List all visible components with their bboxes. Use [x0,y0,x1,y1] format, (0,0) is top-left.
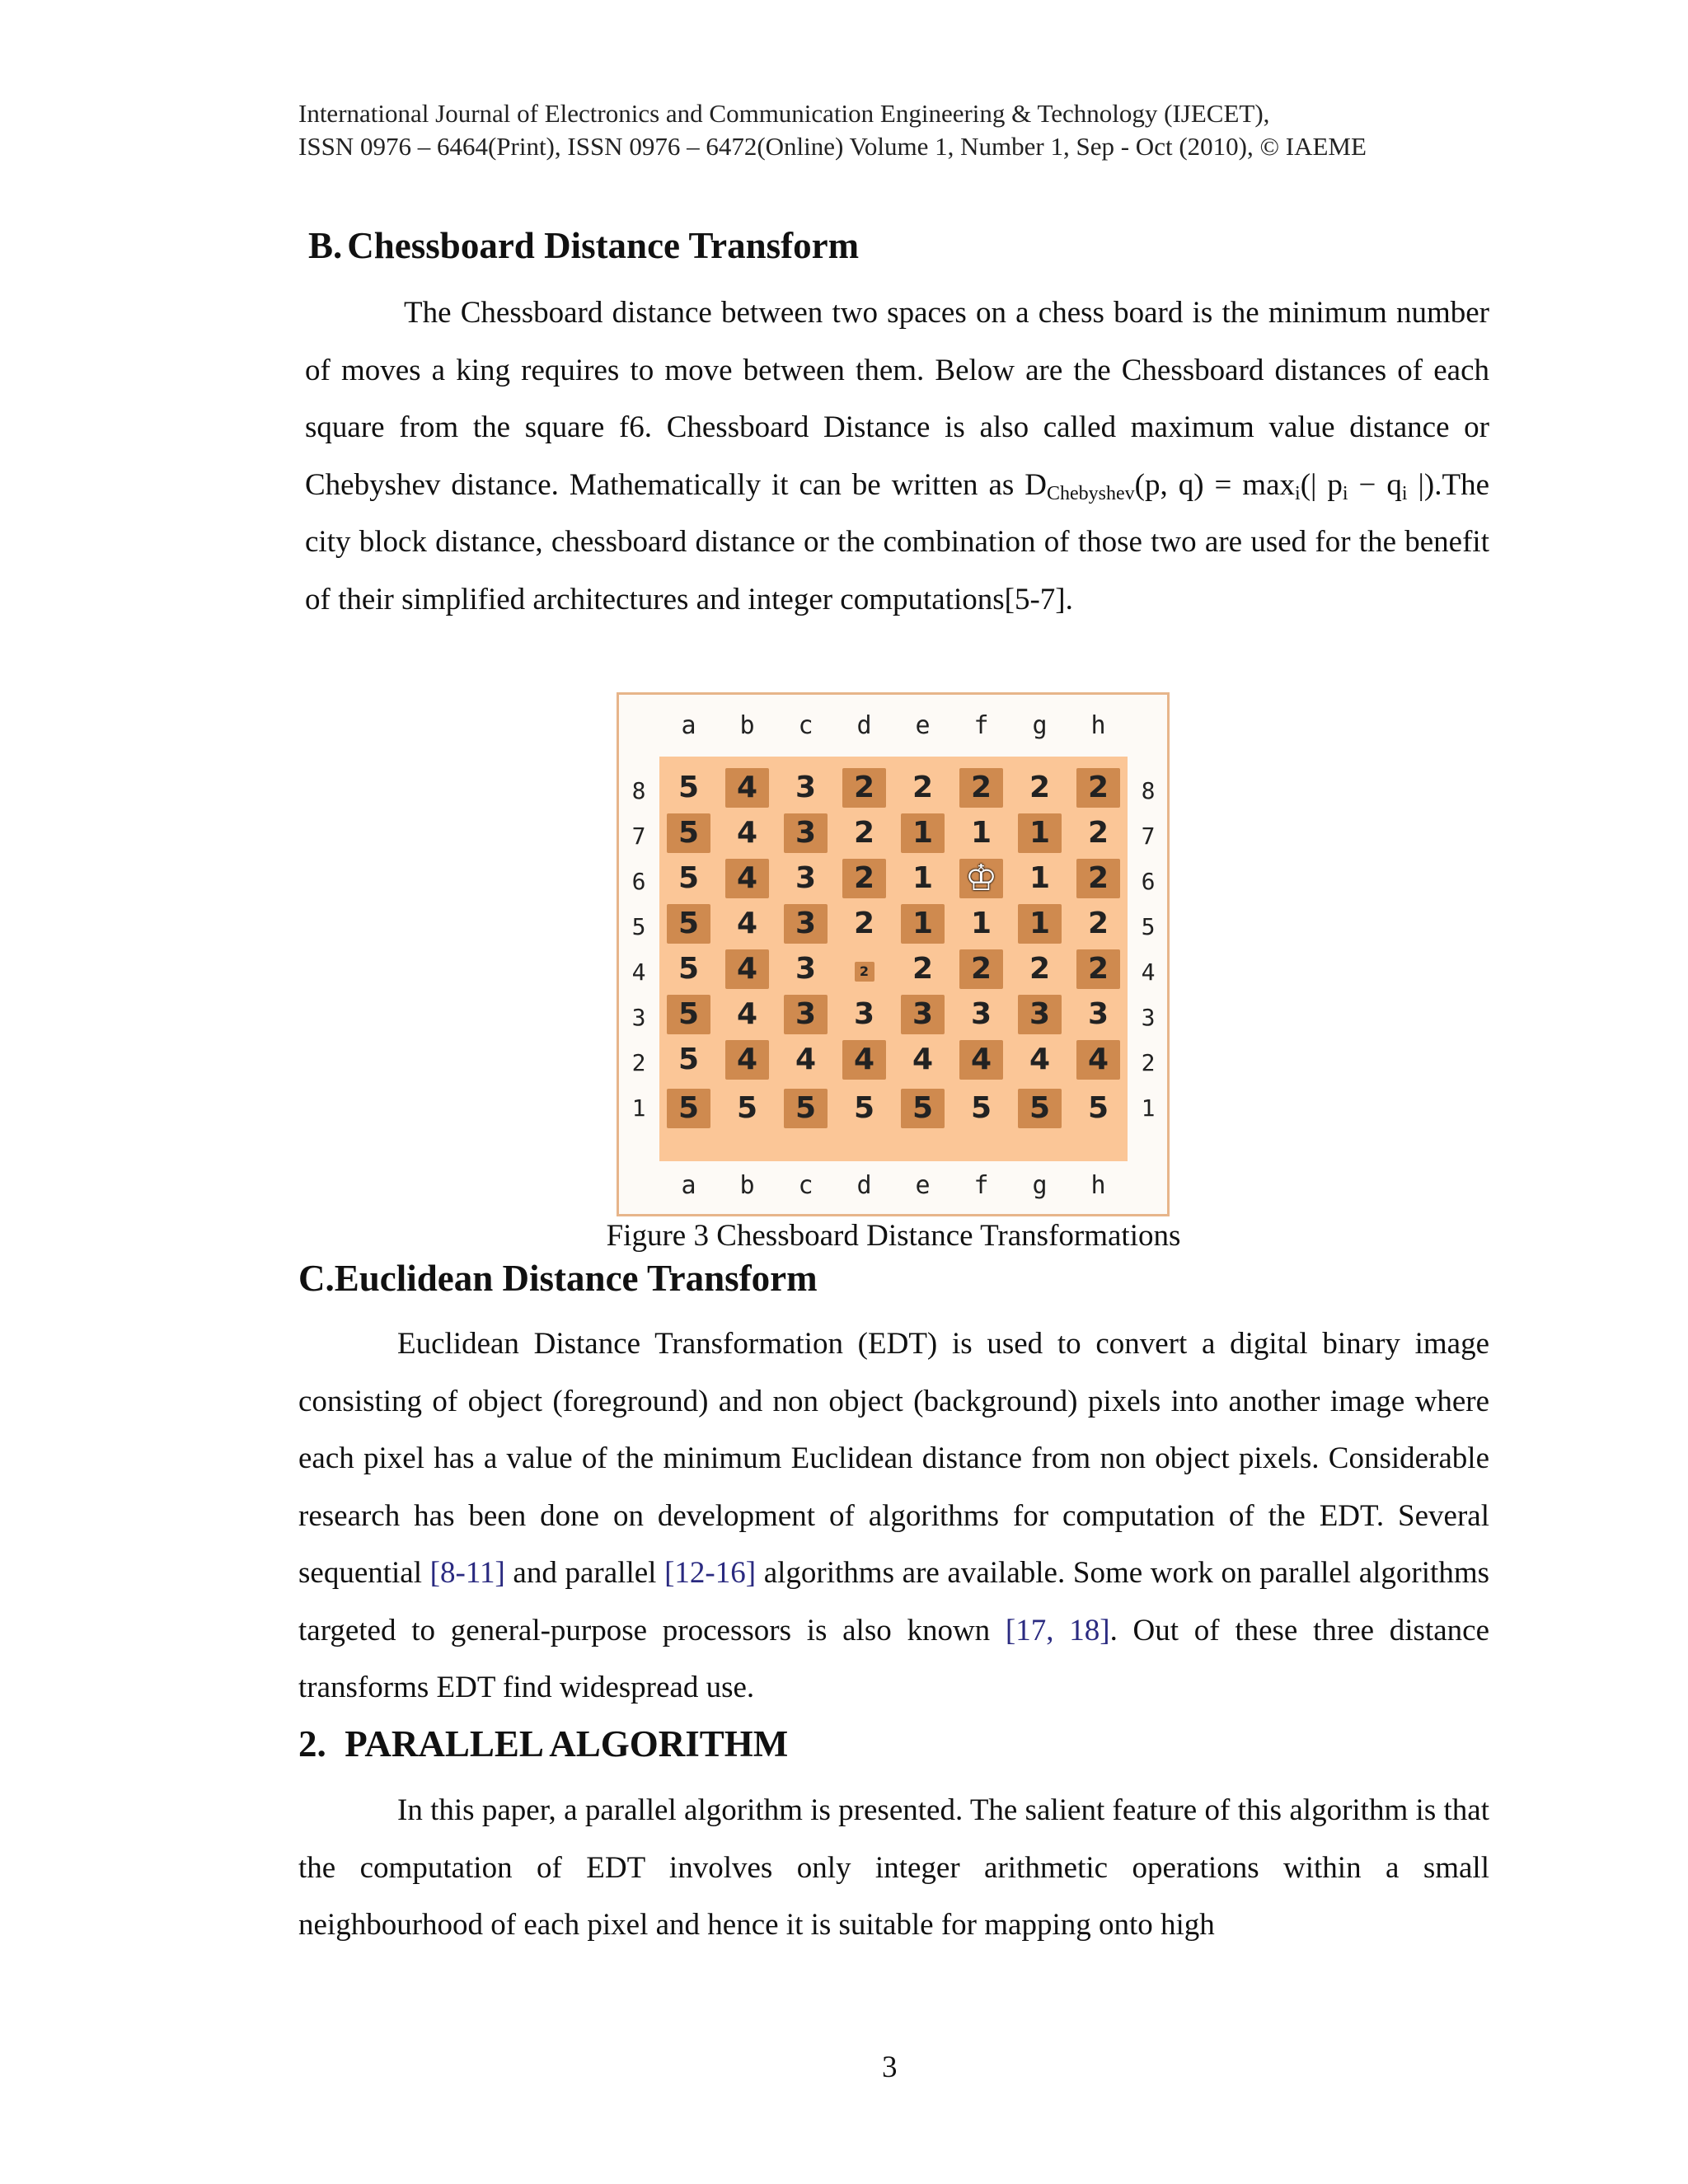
section-2-heading: 2. PARALLEL ALGORITHM [298,1723,789,1765]
distance-value: 4 [736,907,758,940]
square-a6 [659,859,718,898]
rank-label-2: 2 [1141,1049,1156,1076]
distance-value: 1 [901,813,945,853]
square-g4 [1010,949,1069,989]
square-b8 [718,768,776,808]
rank-label-3: 3 [1141,1004,1156,1031]
file-labels-bottom [619,1171,1167,1204]
square-g3 [1010,995,1069,1034]
square-f5 [952,904,1010,944]
rank-labels-right [1132,695,1165,1214]
file-label-d: d [856,1171,872,1200]
square-f4 [952,949,1010,989]
distance-value: 3 [784,995,828,1034]
square-b5 [718,904,776,944]
distance-value: 5 [853,1091,875,1125]
rank-label-3: 3 [631,1004,646,1031]
square-f3 [952,995,1010,1034]
square-d3 [835,995,893,1034]
distance-value: 4 [736,997,758,1031]
square-c1 [776,1089,835,1128]
distance-value: 3 [970,997,992,1031]
square-e4 [893,949,952,989]
square-d4 [835,949,893,983]
square-e8 [893,768,952,808]
square-a7 [659,813,718,853]
header-line-2: ISSN 0976 – 6464(Print), ISSN 0976 – 6472(Online) Volume 1, Number 1, Sep - Oct (2010), © IAEME [298,132,1367,161]
distance-value: 5 [901,1089,945,1128]
distance-value: 3 [795,861,817,895]
rank-labels-left [622,695,655,1214]
rank-label-4: 4 [631,958,646,986]
distance-grid [659,757,1128,1161]
distance-value: 2 [855,962,874,982]
rank-label-6: 6 [1141,868,1156,895]
rank-label-7: 7 [631,823,646,850]
distance-value: 1 [901,904,945,944]
square-h3 [1069,995,1128,1034]
distance-value: 4 [725,859,769,898]
square-a3 [659,995,718,1034]
distance-value: 4 [725,949,769,989]
citation-8-11[interactable]: [8-11] [429,1556,505,1590]
square-c7 [776,813,835,853]
square-g6 [1010,859,1069,898]
distance-value: 2 [1076,949,1120,989]
journal-header [298,97,1367,163]
rank-label-8: 8 [631,777,646,804]
distance-value: 2 [912,771,934,804]
rank-label-8: 8 [1141,777,1156,804]
rank-label-1: 1 [631,1094,646,1122]
distance-value: 1 [1018,904,1062,944]
file-label-d: d [856,711,872,740]
square-e5 [893,904,952,944]
rank-label-6: 6 [631,868,646,895]
file-label-f: f [973,711,989,740]
rank-label-7: 7 [1141,823,1156,850]
section-2-paragraph: In this paper, a parallel algorithm is presented. The salient feature of this algorithm is that the computation of EDT involves only integer arithmetic operations within a small neighbourhood of each pixel and hence it is suitable for mapping onto high [298,1793,1489,1942]
distance-value: 3 [1087,997,1109,1031]
square-c2 [776,1040,835,1080]
distance-value: 2 [959,768,1003,808]
square-g2 [1010,1040,1069,1080]
square-c6 [776,859,835,898]
rank-label-5: 5 [1141,913,1156,940]
distance-value: 5 [1087,1091,1109,1125]
square-d8 [835,768,893,808]
square-e7 [893,813,952,853]
file-label-a: a [681,1171,696,1200]
distance-value: 3 [795,952,817,986]
square-f1 [952,1089,1010,1128]
square-h4 [1069,949,1128,989]
file-label-b: b [739,711,755,740]
square-e1 [893,1089,952,1128]
distance-value: 5 [678,771,700,804]
white-king-icon: ♔ [959,859,1003,898]
square-e2 [893,1040,952,1080]
distance-value: 4 [795,1043,817,1076]
header-line-1: International Journal of Electronics and Communication Engineering & Technology (IJECET), [298,99,1270,128]
distance-value: 5 [667,1089,710,1128]
square-f8 [952,768,1010,808]
square-c3 [776,995,835,1034]
distance-value: 5 [1018,1089,1062,1128]
rank-label-1: 1 [1141,1094,1156,1122]
file-labels-top [619,711,1167,744]
square-d7 [835,813,893,853]
distance-value: 5 [678,1043,700,1076]
file-label-f: f [973,1171,989,1200]
distance-value: 4 [959,1040,1003,1080]
section-b-text: The Chessboard distance between two spaces on a chess board is the minimum number of moves a king requires to move between them. Below are the Chessboard distances of each square from the square f6. Chessboard Distance is also called maximum value distance or Chebyshev distance. Mathematically it can be written as [305,296,1489,502]
distance-value: 5 [970,1091,992,1125]
distance-value: 1 [912,861,934,895]
distance-value: 4 [912,1043,934,1076]
square-g5 [1010,904,1069,944]
section-c-paragraph: Euclidean Distance Transformation (EDT) is used to convert a digital binary image consisting of object (foreground) and non object (background) pixels into another image where each pixel has a value of the minimum Euclidean distance from non object pixels. Considerable research has been done on development of algorithms for computation of the EDT. Several sequential [8-11] and parallel [12-16] algorithms are available. Some work on parallel algorithms targeted to general-purpose processors is also known [17, 18]. Out of these three distance transforms EDT find widespread use. [298,1327,1489,1704]
square-c4 [776,949,835,989]
square-a5 [659,904,718,944]
citation-17-18[interactable]: [17, 18] [1005,1613,1110,1647]
square-b3 [718,995,776,1034]
file-label-h: h [1090,711,1106,740]
distance-value: 2 [1029,771,1051,804]
distance-value: 4 [1029,1043,1051,1076]
square-d1 [835,1089,893,1128]
distance-value: 2 [1076,859,1120,898]
rank-label-4: 4 [1141,958,1156,986]
square-h7 [1069,813,1128,853]
file-label-h: h [1090,1171,1106,1200]
distance-value: 1 [970,816,992,850]
square-g8 [1010,768,1069,808]
distance-value: 3 [1018,995,1062,1034]
figure-caption: Figure 3 Chessboard Distance Transformations [606,1219,1181,1253]
square-g7 [1010,813,1069,853]
square-b7 [718,813,776,853]
section-b-text-end: |).The city block distance, chessboard distance or the combination of those two are used for the benefit of their simplified architectures and integer computations[5-7]. [305,467,1489,616]
square-b1 [718,1089,776,1128]
square-h2 [1069,1040,1128,1080]
square-a8 [659,768,718,808]
distance-value: 3 [784,813,828,853]
distance-value: 5 [678,952,700,986]
square-b6 [718,859,776,898]
square-h1 [1069,1089,1128,1128]
file-label-g: g [1032,711,1048,740]
square-d6 [835,859,893,898]
section-b-paragraph [305,284,1489,628]
distance-value: 5 [667,813,710,853]
square-b2 [718,1040,776,1080]
section-b-title: Chessboard Distance Transform [347,225,860,266]
square-d2 [835,1040,893,1080]
square-a2 [659,1040,718,1080]
square-h5 [1069,904,1128,944]
square-f6 [952,859,1010,898]
distance-value: 4 [736,816,758,850]
distance-value: 4 [1076,1040,1120,1080]
distance-value: 2 [842,859,886,898]
distance-value: 5 [678,861,700,895]
distance-value: 2 [959,949,1003,989]
distance-value: 2 [842,768,886,808]
file-label-e: e [915,711,931,740]
distance-value: 2 [1087,907,1109,940]
distance-value: 3 [853,997,875,1031]
square-a1 [659,1089,718,1128]
distance-value: 2 [853,907,875,940]
distance-value: 5 [736,1091,758,1125]
square-f2 [952,1040,1010,1080]
distance-value: 5 [667,995,710,1034]
square-h8 [1069,768,1128,808]
distance-value: 1 [1029,861,1051,895]
square-a4 [659,949,718,989]
distance-value: 1 [970,907,992,940]
distance-value: 2 [912,952,934,986]
square-d5 [835,904,893,944]
square-h6 [1069,859,1128,898]
distance-value: 1 [1018,813,1062,853]
file-label-b: b [739,1171,755,1200]
chebyshev-formula: $D_{Chebyshev}(p$, $q) = \max_i(|$ $p_i - q_i$ [1025,467,1408,504]
section-c-heading: C.Euclidean Distance Transform [298,1258,818,1299]
citation-12-16[interactable]: [12-16] [664,1556,757,1590]
section-b-number: B. [308,225,343,266]
section-b-heading [308,224,859,267]
square-f7 [952,813,1010,853]
rank-label-5: 5 [631,913,646,940]
distance-value: 2 [1029,952,1051,986]
chessboard-figure [617,692,1170,1216]
rank-label-2: 2 [631,1049,646,1076]
file-label-a: a [681,711,696,740]
square-b4 [718,949,776,989]
distance-value: 3 [901,995,945,1034]
file-label-g: g [1032,1171,1048,1200]
distance-value: 4 [725,768,769,808]
distance-value: 2 [1076,768,1120,808]
square-c5 [776,904,835,944]
distance-value: 5 [784,1089,828,1128]
distance-value: 4 [842,1040,886,1080]
distance-value: 2 [853,816,875,850]
file-label-c: c [798,711,814,740]
square-e3 [893,995,952,1034]
distance-value: 4 [725,1040,769,1080]
distance-value: 3 [784,904,828,944]
distance-value: 3 [795,771,817,804]
file-label-c: c [798,1171,814,1200]
file-label-e: e [915,1171,931,1200]
distance-value: 2 [1087,816,1109,850]
distance-value: 5 [667,904,710,944]
page-number: 3 [882,2050,898,2084]
square-g1 [1010,1089,1069,1128]
square-c8 [776,768,835,808]
square-e6 [893,859,952,898]
